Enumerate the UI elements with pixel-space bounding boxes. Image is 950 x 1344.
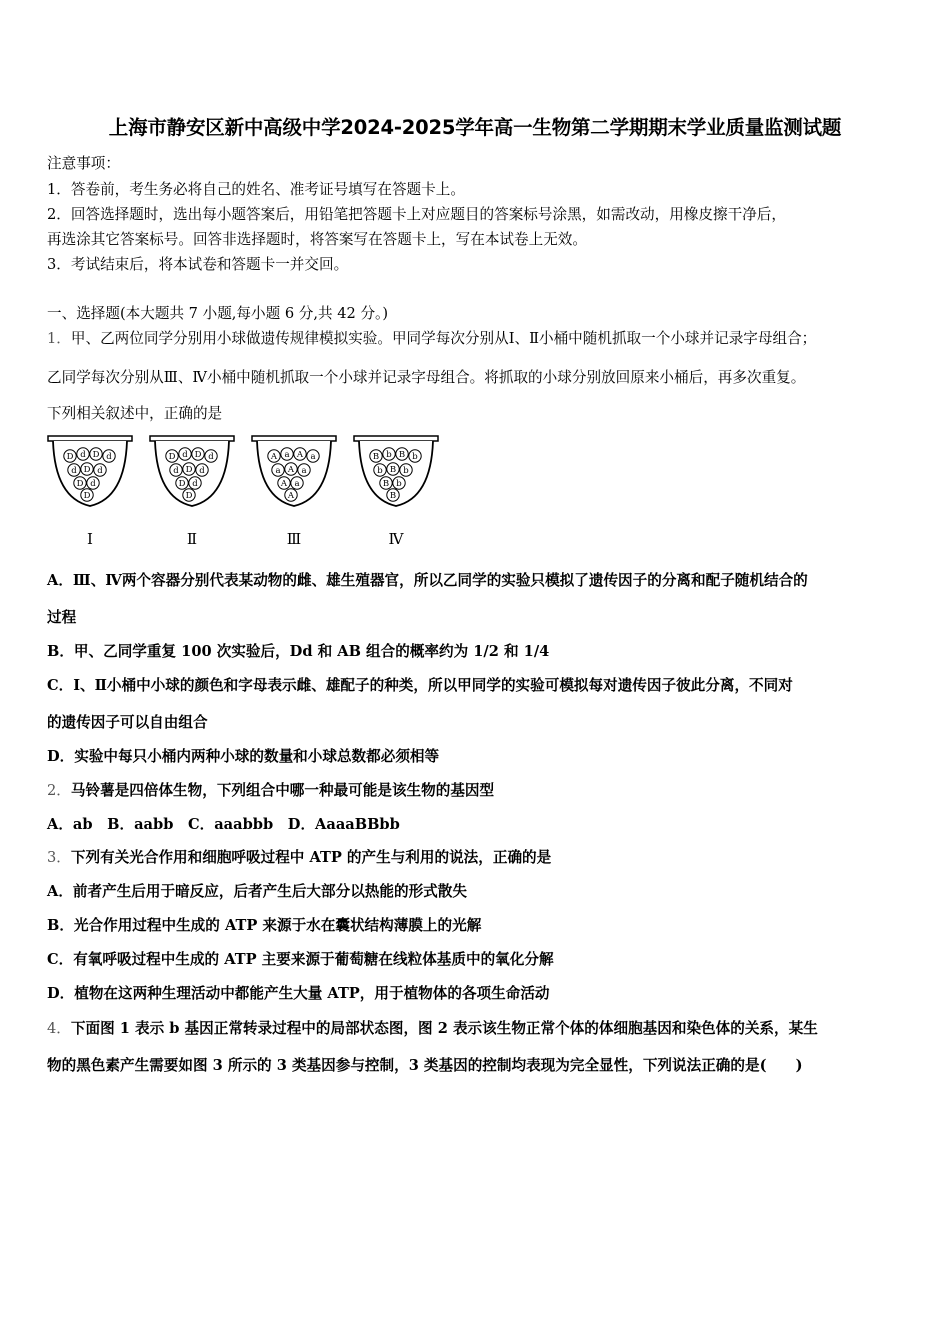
question-1-option-c-cont: 的遗传因子可以自由组合 [47,714,208,731]
question-number: 2． [47,782,71,799]
bucket-1 [48,436,132,548]
buckets-figure [40,428,460,558]
question-1-stem-line: 乙同学每次分别从Ⅲ、Ⅳ小桶中随机抓取一个小球并记录字母组合。将抓取的小球分别放回原来小桶后，再多次重复。 [47,369,806,386]
ball-letter: d [106,452,112,462]
ball-letter: B [389,491,397,501]
ball-letter: d [71,466,77,476]
bucket-rim [48,436,132,441]
question-4-stem [47,1017,917,1038]
ball-letter: b [386,450,392,460]
bucket-label: Ⅱ [186,530,198,548]
notice-item: 再选涂其它答案标号。回答非选择题时，将答案写在答题卡上，写在本试卷上无效。 [47,231,587,248]
bucket-4 [354,436,438,548]
question-1-stem [47,327,917,348]
question-2-stem-text: 马铃薯是四倍体生物，下列组合中哪一种最可能是该生物的基因型 [70,782,495,799]
ball-letter: D [194,450,202,460]
question-3-stem [47,846,917,867]
question-1-stem-line: 下列相关叙述中，正确的是 [47,405,223,422]
bucket-2 [150,436,234,548]
question-4-stem-text: 下面图 1 表示 b 基因正常转录过程中的局部状态图，图 2 表示该生物正常个体的体细胞基因和染色体的关系，某生 [70,1020,818,1037]
section-heading: 一、选择题(本大题共 7 小题,每小题 6 分,共 42 分。) [47,305,389,322]
question-number: 1． [47,330,71,347]
bucket-rim [150,436,234,441]
bucket-rim [354,436,438,441]
question-2-options: A．ab B．aabb C．aaabbb D．AaaaBBbb [47,816,400,833]
question-3-option-c: C．有氧呼吸过程中生成的 ATP 主要来源于葡萄糖在线粒体基质中的氧化分解 [47,951,554,968]
ball-letter: A [270,452,278,462]
question-4-stem-line: 物的黑色素产生需要如图 3 所示的 3 类基因参与控制，3 类基因的控制均表现为完全显性，下列说法正确的是( ) [47,1057,803,1074]
ball-letter: D [178,479,186,489]
question-number: 4． [47,1020,71,1037]
bucket-label: Ⅳ [388,530,404,548]
ball-letter: d [208,452,214,462]
question-1-option-a-cont: 过程 [47,609,77,626]
notice-heading: 注意事项： [47,155,120,172]
ball-letter: d [182,450,188,460]
ball-letter: a [310,452,316,462]
question-number: 3． [47,849,71,866]
question-1-option-d: D．实验中每只小桶内两种小球的数量和小球总数都必须相等 [47,748,440,765]
notice-item: 1．答卷前，考生务必将自己的姓名、准考证号填写在答题卡上。 [47,181,465,198]
ball-letter: A [287,465,295,475]
bucket-label: Ⅲ [286,530,302,548]
question-3-option-d: D．植物在这两种生理活动中都能产生大量 ATP，用于植物体的各项生命活动 [47,985,550,1002]
question-1-option-a: A．Ⅲ、Ⅳ两个容器分别代表某动物的雌、雄生殖器官，所以乙同学的实验只模拟了遗传因子的分离和配子随机结合的 [47,572,808,589]
ball-letter: D [66,452,74,462]
ball-letter: D [168,452,176,462]
ball-letter: a [301,466,307,476]
ball-letter: A [296,450,304,460]
question-3-option-b: B．光合作用过程中生成的 ATP 来源于水在囊状结构薄膜上的光解 [47,917,482,934]
question-2-stem [47,779,917,800]
question-3-stem-text: 下列有关光合作用和细胞呼吸过程中 ATP 的产生与利用的说法，正确的是 [70,849,552,866]
ball-letter: b [403,466,409,476]
notice-item: 2．回答选择题时，选出每小题答案后，用铅笔把答题卡上对应题目的答案标号涂黑，如需改动，用橡皮擦干净后， [47,206,786,223]
ball-letter: d [199,466,205,476]
ball-letter: a [294,479,300,489]
ball-letter: a [275,466,281,476]
bucket-rim [252,436,336,441]
ball-letter: d [90,479,96,489]
ball-letter: b [412,452,418,462]
ball-letter: D [185,465,193,475]
ball-letter: d [80,450,86,460]
notice-item: 3．考试结束后，将本试卷和答题卡一并交回。 [47,256,349,273]
question-1-option-b: B．甲、乙同学重复 100 次实验后，Dd 和 AB 组合的概率约为 1/2 和 1/4 [47,643,550,660]
ball-letter: B [382,479,390,489]
ball-letter: b [396,479,402,489]
ball-letter: A [280,479,288,489]
ball-letter: B [372,452,380,462]
bucket-3 [252,436,336,548]
exam-title: 上海市静安区新中高级中学2024-2025学年高一生物第二学期期末学业质量监测试题 [108,116,842,139]
ball-letter: D [83,465,91,475]
ball-letter: D [185,491,193,501]
ball-letter: D [83,491,91,501]
bucket-label: Ⅰ [87,530,93,548]
ball-letter: b [377,466,383,476]
ball-letter: a [284,450,290,460]
question-1-stem-line: 甲、乙两位同学分别用小球做遗传规律模拟实验。甲同学每次分别从Ⅰ、Ⅱ小桶中随机抓取一个小球并记录字母组合； [70,330,817,347]
ball-letter: d [173,466,179,476]
question-3-option-a: A．前者产生后用于暗反应，后者产生后大部分以热能的形式散失 [47,883,467,900]
ball-letter: B [389,465,397,475]
ball-letter: D [76,479,84,489]
question-1-option-c: C．Ⅰ、Ⅱ小桶中小球的颜色和字母表示雌、雄配子的种类，所以甲同学的实验可模拟每对遗传因子彼此分离，不同对 [47,677,793,694]
ball-letter: B [398,450,406,460]
ball-letter: d [192,479,198,489]
ball-letter: d [97,466,103,476]
ball-letter: D [92,450,100,460]
ball-letter: A [287,491,295,501]
